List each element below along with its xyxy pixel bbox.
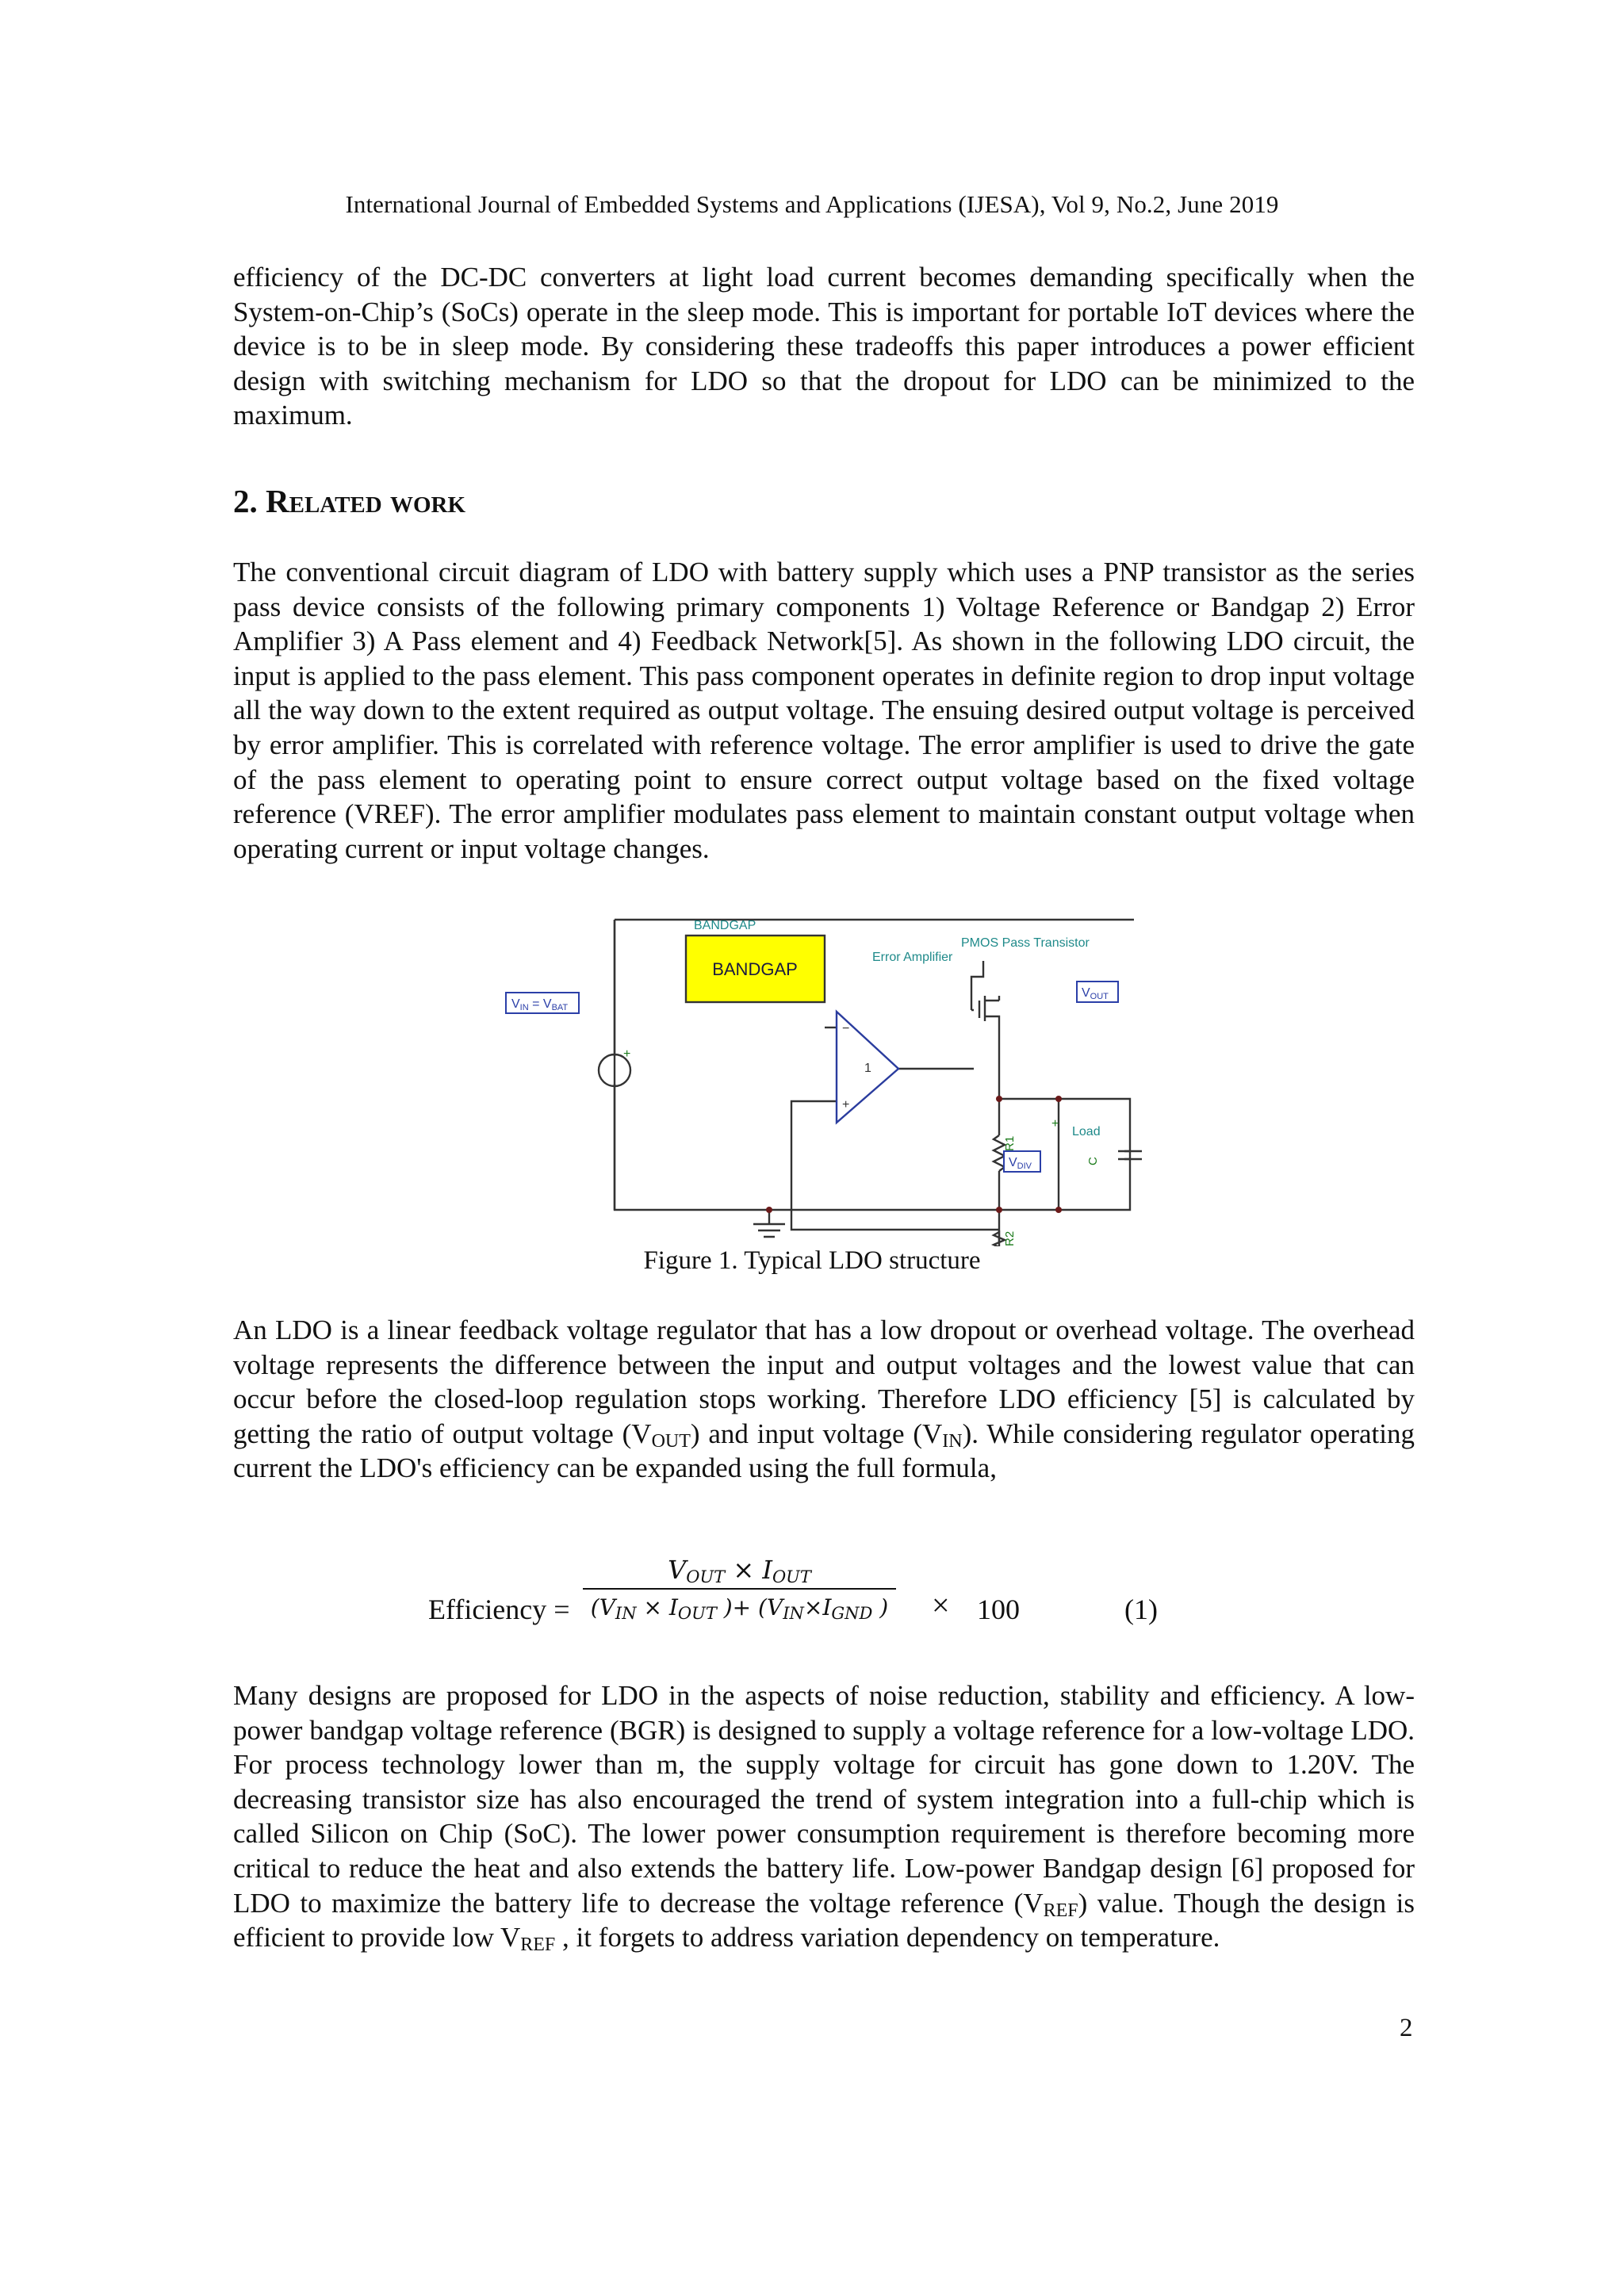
vout-label: VOUT [1082, 986, 1109, 1001]
source-plus: + [623, 1047, 631, 1061]
amp-number: 1 [864, 1062, 871, 1075]
pass-transistor-label: PMOS Pass Transistor [961, 936, 1090, 950]
node-vout [996, 1096, 1002, 1102]
vin-label: VIN = VBAT [511, 997, 569, 1012]
node-ground-right [996, 1207, 1002, 1213]
vdiv-label: VDIV [1009, 1156, 1032, 1171]
page-number: 2 [1400, 2014, 1413, 2042]
ldo-circuit-diagram [476, 913, 1174, 1246]
bandgap-top-label: BANDGAP [694, 919, 756, 932]
section-heading: 2. Related work [233, 483, 466, 519]
paragraph-ldo-efficiency: An LDO is a linear feedback voltage regulator that has a low dropout or overhead voltage. The overhead voltage represents the difference between the input and output voltages and the lowest value that can occur before the closed-loop regulation stops working. Therefore LDO efficiency [5] is calculated by getting the ratio of output voltage $(V_{OUT})$ and input voltage $(V_{IN})$. While considering regulator operating current the LDO's efficiency can be expanded using the full formula, [233, 1314, 1415, 1484]
figure-ldo-circuit [476, 913, 1174, 1246]
cap-label: C [1086, 1157, 1100, 1165]
efficiency-equation [0, 1550, 1624, 1637]
equation-label: Efficiency = [428, 1594, 570, 1625]
node-ground-load [1055, 1207, 1062, 1213]
paragraph-designs: Many designs are proposed for LDO in the aspects of noise reduction, stability and efficiency. A low-power bandgap voltage reference (BGR) is designed to supply a voltage reference for a low-voltage LDO. For process technology lower than m, the supply voltage for circuit has gone down to 1.20V. The decreasing transistor size has also encouraged the trend of system integration into a full-chip which is called Silicon on Chip (SoC). The lower power consumption requirement is therefore becoming more critical to reduce the heat and also extends the battery life. Low-power Bandgap design [6] proposed for LDO to maximize the battery life to decrease the voltage reference $(V_{REF})$ value. Though the design is efficient to provide low $V_{REF}$ , it forgets to address variation dependency on temperature. [233, 1680, 1415, 1956]
equation-denominator: ($V_{IN} \times I_{OUT}$ )+ ($V_{IN}\times I_{GND}$ ) [590, 1594, 889, 1623]
equation-times: × [932, 1587, 950, 1623]
wire-source [971, 961, 983, 1010]
load-label: Load [1072, 1125, 1101, 1138]
load-plus: + [1051, 1117, 1059, 1131]
paragraph-related-work: The conventional circuit diagram of LDO with battery supply which uses a PNP transistor as the series pass device consists of the following primary components 1) Voltage Reference or Bandgap 2) Error Amplifier 3) A Pass element and 4) Feedback Network[5]. As shown in the following LDO circuit, the input is applied to the pass element. This pass component operates in definite region to drop input voltage all the way down to the extent required as output voltage. The ensuing desired output voltage is perceived by error amplifier. This is correlated with reference voltage. The error amplifier is used to drive the gate of the pass element to operating point to ensure correct output voltage based on the fixed voltage reference (VREF). The error amplifier modulates pass element to maintain constant output voltage when operating current or input voltage changes. [233, 557, 1415, 864]
equation-number: (1) [1124, 1594, 1158, 1625]
paragraph-intro-continuation: efficiency of the DC-DC converters at light load current becomes demanding specifically when the System-on-Chip’s (SoCs) operate in the sleep mode. This is important for portable IoT devices where the device is to be in sleep mode. By considering these tradeoffs this paper introduces a power efficient design with switching mechanism for LDO so that the dropout for LDO can be minimized to the maximum. [233, 262, 1415, 431]
equation-numerator: $V_{OUT} \times I_{OUT}$ [668, 1555, 811, 1586]
r1-label: R1 [1003, 1135, 1017, 1151]
amp-plus: + [842, 1098, 850, 1112]
error-amplifier-label: Error Amplifier [872, 951, 953, 964]
amp-minus: − [842, 1022, 850, 1035]
running-head: International Journal of Embedded Systems and Applications (IJESA), Vol 9, No.2, June 2019 [345, 190, 1279, 218]
equation-hundred: 100 [977, 1594, 1020, 1625]
bandgap-block-label: BANDGAP [712, 959, 798, 979]
pmos-transistor [971, 996, 999, 1099]
figure-caption: Figure 1. Typical LDO structure [643, 1246, 981, 1275]
ground-symbol [753, 1207, 785, 1237]
r2-label: R2 [1003, 1230, 1017, 1246]
node-load [1055, 1096, 1062, 1102]
equation-fraction [583, 1555, 896, 1621]
